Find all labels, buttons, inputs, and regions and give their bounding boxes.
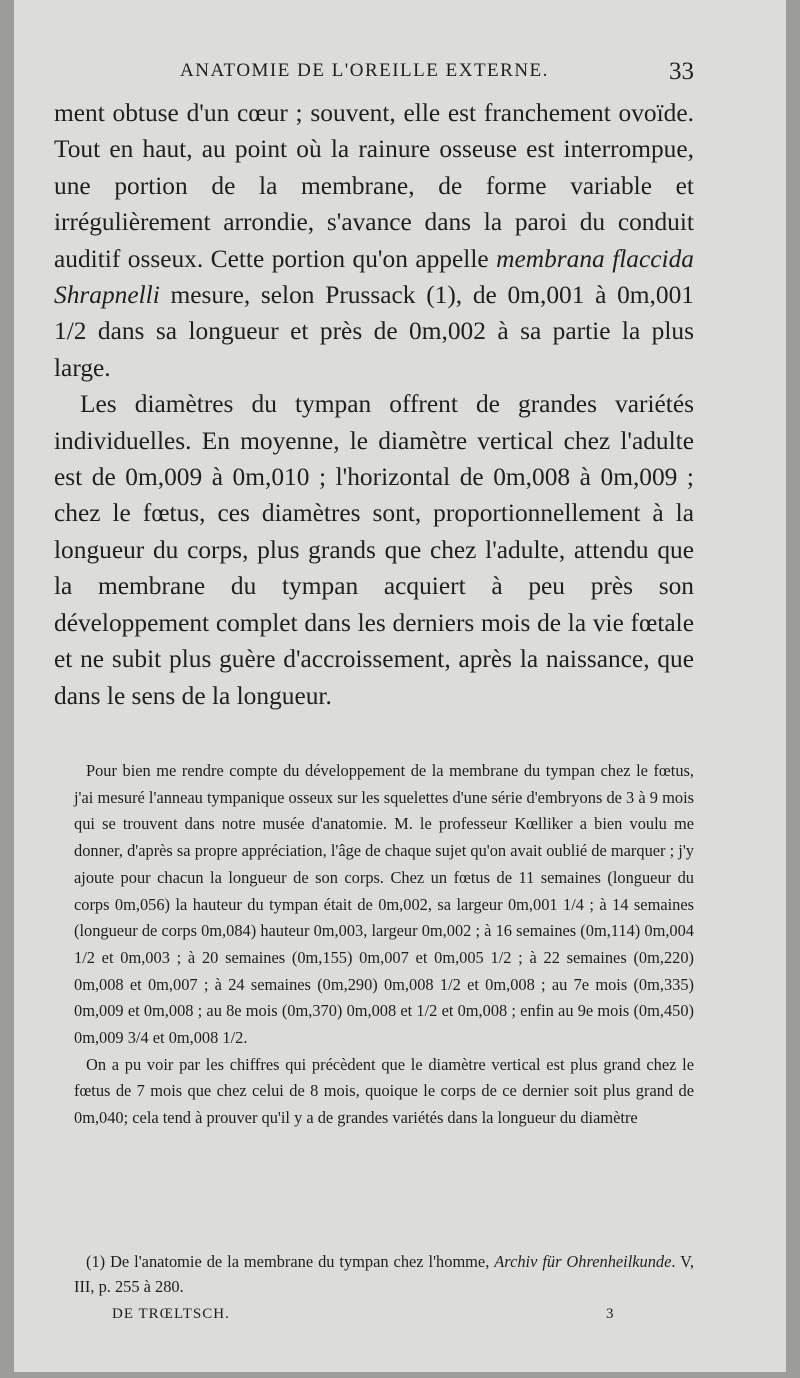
footnote-text: De l'anatomie de la membrane du tympan chez l'homme, (105, 1252, 495, 1271)
signature-line (14, 1306, 786, 1332)
notes-section (74, 758, 694, 1132)
page-number: 33 (669, 58, 694, 85)
footnote (74, 1249, 694, 1299)
signature-mark: 3 (606, 1306, 614, 1322)
note-paragraph-2: On a pu voir par les chiffres qui précèdent que le diamètre vertical est plus grand chez le fœtus de 7 mois que chez celui de 8 mois, quoique le corps de ce dernier soit plus grand de 0m,040; cela tend à prouver qu'il y a de grandes variétés dans la longueur du diamètre (74, 1054, 694, 1128)
paragraph-1 (54, 95, 694, 386)
signature-text: DE TRŒLTSCH. (112, 1306, 230, 1322)
latin-term: membrana flaccida Shrapnelli (54, 244, 694, 310)
paragraph-1-end: mesure, selon Prussack (1), de 0m,001 à 0m,001 1/2 dans sa longueur et près de 0m,002 à sa partie la plus large. (54, 281, 694, 382)
book-page (14, 0, 786, 1372)
note-paragraph-1: Pour bien me rendre compte du développement de la membrane du tympan chez le fœtus, j'ai mesuré l'anneau tympanique osseux sur les squelettes d'une série d'embryons de 3 à 9 mois qui se trouvent dans notre musée d'anatomie. M. le professeur Kœlliker a bien voulu me donner, d'après sa propre appréciation, l'âge de chaque sujet qu'on avait oublié de marquer ; j'y ajoute pour chacun la longueur de son corps. Chez un fœtus de 11 semaines (longueur du corps 0m,056) la hauteur du tympan était de 0m,002, sa largeur 0m,001 1/4 ; à 14 semaines (longueur de corps 0m,084) hauteur 0m,003, largeur 0m,002 ; à 16 semaines (0m,114) 0m,004 1/2 et 0m,003 ; à 20 semaines (0m,155) 0m,007 et 0m,005 1/2 ; à 22 semaines (0m,220) 0m,008 et 0m,007 ; à 24 semaines (0m,290) 0m,008 1/2 et 0m,008 ; au 7e mois (0m,335) 0m,009 et 0m,008 ; au 8e mois (0m,370) 0m,008 et 1/2 et 0m,008 ; enfin au 9e mois (0m,450) 0m,009 3/4 et 0m,008 1/2. (74, 761, 694, 1048)
footnote-reference: . V, III, p. 255 à 280. (74, 1252, 694, 1296)
paragraph-1-start: ment obtuse d'un cœur ; souvent, elle est franchement ovoïde. Tout en haut, au point où la rainure osseuse est interrompue, une portion de la membrane, de forme variable et irrégulièrement arrondie, s'avance dans la paroi du conduit auditif osseux. Cette portion qu'on appelle (54, 99, 694, 273)
footnote-journal: Archiv für Ohrenheilkunde (494, 1252, 672, 1271)
main-text (54, 95, 694, 714)
page-header (14, 58, 786, 92)
footnote-marker: (1) (86, 1252, 106, 1271)
paragraph-2: Les diamètres du tympan offrent de grandes variétés individuelles. En moyenne, le diamètre vertical chez l'adulte est de 0m,009 à 0m,010 ; l'horizontal de 0m,008 à 0m,009 ; chez le fœtus, ces diamètres sont, proportionnellement à la longueur du corps, plus grands que chez l'adulte, attendu que la membrane du tympan acquiert à peu près son développement complet dans les derniers mois de la vie fœtale et ne subit plus guère d'accroissement, après la naissance, que dans le sens de la longueur. (54, 390, 694, 710)
running-title: ANATOMIE DE L'OREILLE EXTERNE. (180, 60, 549, 81)
